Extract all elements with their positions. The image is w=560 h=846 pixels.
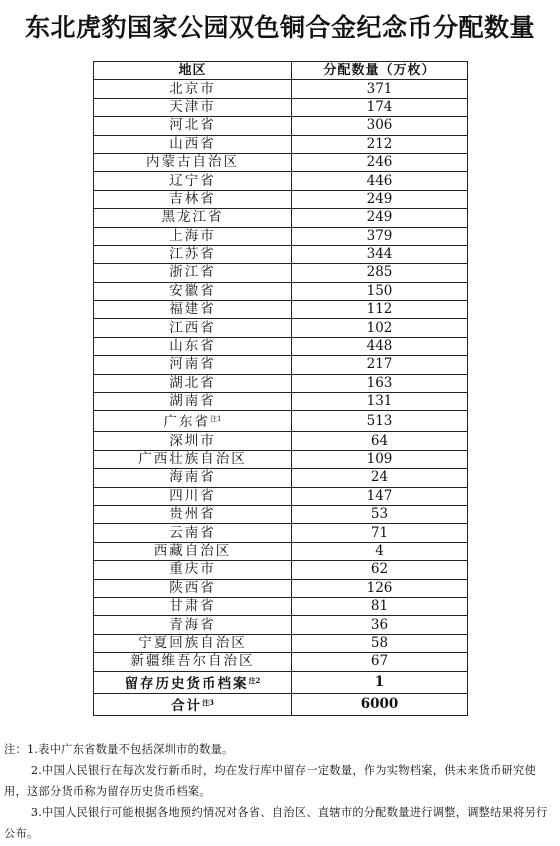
region-name: 河南省: [169, 356, 216, 373]
region-name: 内蒙古自治区: [146, 154, 239, 171]
footnote-1: [4, 739, 556, 760]
region-cell: [94, 505, 292, 523]
region-cell: [94, 245, 292, 263]
page-title: 东北虎豹国家公园双色铜合金纪念币分配数量: [24, 13, 535, 42]
region-cell: [94, 487, 292, 505]
region-cell: [94, 634, 292, 652]
table-row: [94, 487, 468, 505]
table-row: [94, 579, 468, 597]
region-cell: [94, 172, 292, 190]
table-row: [94, 653, 468, 671]
quantity-cell: 102: [292, 319, 468, 337]
region-name: 天津市: [169, 98, 216, 115]
quantity-cell: 1: [292, 671, 468, 693]
footnote-prefix: 注：: [4, 743, 27, 756]
quantity-cell: 150: [292, 282, 468, 300]
region-cell: [94, 374, 292, 392]
region-cell: [94, 356, 292, 374]
quantity-cell: 285: [292, 264, 468, 282]
quantity-cell: 6000: [292, 693, 468, 715]
region-cell: [94, 693, 292, 715]
region-name: 安徽省: [169, 282, 216, 299]
region-cell: [94, 264, 292, 282]
footnote-reference: 注3: [202, 697, 214, 707]
table-row: [94, 411, 468, 432]
table-row: [94, 153, 468, 171]
footnote-2: 2.中国人民银行在每次发行新币时，均在发行库中留存一定数量，作为实物档案，供未来货币研究使用，这部分货币称为留存历史货币档案。: [4, 764, 537, 798]
table-row: [94, 524, 468, 542]
region-name: 福建省: [169, 301, 216, 318]
region-name: 重庆市: [169, 561, 216, 578]
region-name: 合计: [171, 697, 203, 714]
quantity-cell: 24: [292, 469, 468, 487]
table-row: [94, 264, 468, 282]
table-row: [94, 561, 468, 579]
table-header-row: [94, 62, 468, 80]
quantity-cell: 131: [292, 393, 468, 411]
region-cell: [94, 80, 292, 98]
region-name: 山西省: [169, 135, 216, 152]
region-name: 山东省: [169, 338, 216, 355]
quantity-cell: 112: [292, 301, 468, 319]
region-cell: [94, 282, 292, 300]
region-cell: [94, 153, 292, 171]
region-cell: [94, 469, 292, 487]
quantity-cell: 62: [292, 561, 468, 579]
table-row: [94, 117, 468, 135]
quantity-cell: 53: [292, 505, 468, 523]
table-row: [94, 337, 468, 355]
quantity-cell: 306: [292, 117, 468, 135]
table-row: [94, 450, 468, 468]
region-name: 黑龙江省: [161, 209, 224, 226]
column-header-region: 地区: [94, 62, 292, 80]
region-name: 云南省: [169, 524, 216, 541]
region-cell: [94, 98, 292, 116]
table-row: [94, 209, 468, 227]
region-cell: [94, 117, 292, 135]
region-name: 辽宁省: [169, 172, 216, 189]
table-row: [94, 98, 468, 116]
table-row: [94, 469, 468, 487]
table-row: [94, 634, 468, 652]
region-name: 四川省: [169, 487, 216, 504]
region-name: 深圳市: [169, 432, 216, 449]
quantity-cell: 81: [292, 597, 468, 615]
region-name: 西藏自治区: [153, 542, 232, 559]
region-name: 贵州省: [169, 506, 216, 523]
region-cell: [94, 671, 292, 693]
table-row: [94, 319, 468, 337]
region-cell: [94, 597, 292, 615]
table-row: [94, 374, 468, 392]
footnote-reference: 注1: [210, 415, 222, 424]
quantity-cell: 174: [292, 98, 468, 116]
region-cell: [94, 190, 292, 208]
quantity-cell: 147: [292, 487, 468, 505]
table-row: [94, 282, 468, 300]
region-cell: [94, 653, 292, 671]
quantity-cell: 249: [292, 209, 468, 227]
quantity-cell: 126: [292, 579, 468, 597]
region-name: 湖北省: [169, 374, 216, 391]
region-name: 江西省: [169, 319, 216, 336]
table-row: [94, 393, 468, 411]
region-name: 新疆维吾尔自治区: [130, 653, 255, 670]
quantity-cell: 513: [292, 411, 468, 432]
footnotes: [4, 739, 556, 844]
quantity-cell: 217: [292, 356, 468, 374]
region-name: 湖南省: [169, 393, 216, 410]
quantity-cell: 71: [292, 524, 468, 542]
quantity-cell: 36: [292, 616, 468, 634]
quantity-cell: 163: [292, 374, 468, 392]
quantity-cell: 109: [292, 450, 468, 468]
region-cell: [94, 337, 292, 355]
quantity-cell: 446: [292, 172, 468, 190]
region-name: 甘肃省: [169, 598, 216, 615]
table-row: [94, 356, 468, 374]
region-cell: [94, 432, 292, 450]
table-row: [94, 597, 468, 615]
quantity-cell: 344: [292, 245, 468, 263]
region-cell: [94, 579, 292, 597]
region-name: 北京市: [169, 80, 216, 97]
region-cell: [94, 450, 292, 468]
region-cell: [94, 561, 292, 579]
footnote-1-text: 1.表中广东省数量不包括深圳市的数量。: [26, 743, 234, 756]
quantity-cell: 4: [292, 542, 468, 560]
region-cell: [94, 542, 292, 560]
region-name: 青海省: [169, 616, 216, 633]
quantity-cell: 448: [292, 337, 468, 355]
table-row: [94, 542, 468, 560]
table-row: [94, 616, 468, 634]
footnote-reference: 注2: [248, 675, 261, 685]
table-body: [94, 80, 468, 715]
region-name: 广西壮族自治区: [138, 451, 247, 467]
region-cell: [94, 393, 292, 411]
quantity-cell: 249: [292, 190, 468, 208]
region-name: 海南省: [169, 469, 216, 486]
region-cell: [94, 135, 292, 153]
region-name: 江苏省: [169, 246, 216, 263]
region-name: 浙江省: [169, 264, 216, 281]
footnote-3: 3.中国人民银行可能根据各地预约情况对各省、自治区、直辖市的分配数量进行调整，调整结果将另行公布。: [4, 806, 548, 840]
region-cell: [94, 227, 292, 245]
region-cell: [94, 209, 292, 227]
region-cell: [94, 524, 292, 542]
table-row: [94, 671, 468, 693]
region-name: 留存历史货币档案: [124, 675, 249, 692]
table-row: [94, 190, 468, 208]
table-row: [94, 135, 468, 153]
region-cell: [94, 301, 292, 319]
table-row: [94, 301, 468, 319]
quantity-cell: 58: [292, 634, 468, 652]
quantity-cell: 64: [292, 432, 468, 450]
region-name: 陕西省: [169, 579, 216, 596]
table-row: [94, 693, 468, 715]
quantity-cell: 371: [292, 80, 468, 98]
region-name: 宁夏回族自治区: [138, 634, 247, 651]
region-name: 河北省: [169, 117, 216, 134]
quantity-cell: 379: [292, 227, 468, 245]
table-row: [94, 432, 468, 450]
table-row: [94, 227, 468, 245]
table-row: [94, 80, 468, 98]
table-row: [94, 172, 468, 190]
column-header-quantity: 分配数量（万枚）: [292, 62, 468, 80]
region-cell: [94, 616, 292, 634]
quantity-cell: 212: [292, 135, 468, 153]
region-cell: [94, 319, 292, 337]
region-name: 上海市: [169, 227, 216, 244]
region-cell: [94, 411, 292, 432]
region-name: 广东省: [163, 414, 211, 431]
region-name: 吉林省: [169, 190, 216, 207]
table-row: [94, 505, 468, 523]
quantity-cell: 246: [292, 153, 468, 171]
quantity-cell: 67: [292, 653, 468, 671]
table-row: [94, 245, 468, 263]
distribution-table: [93, 61, 468, 716]
